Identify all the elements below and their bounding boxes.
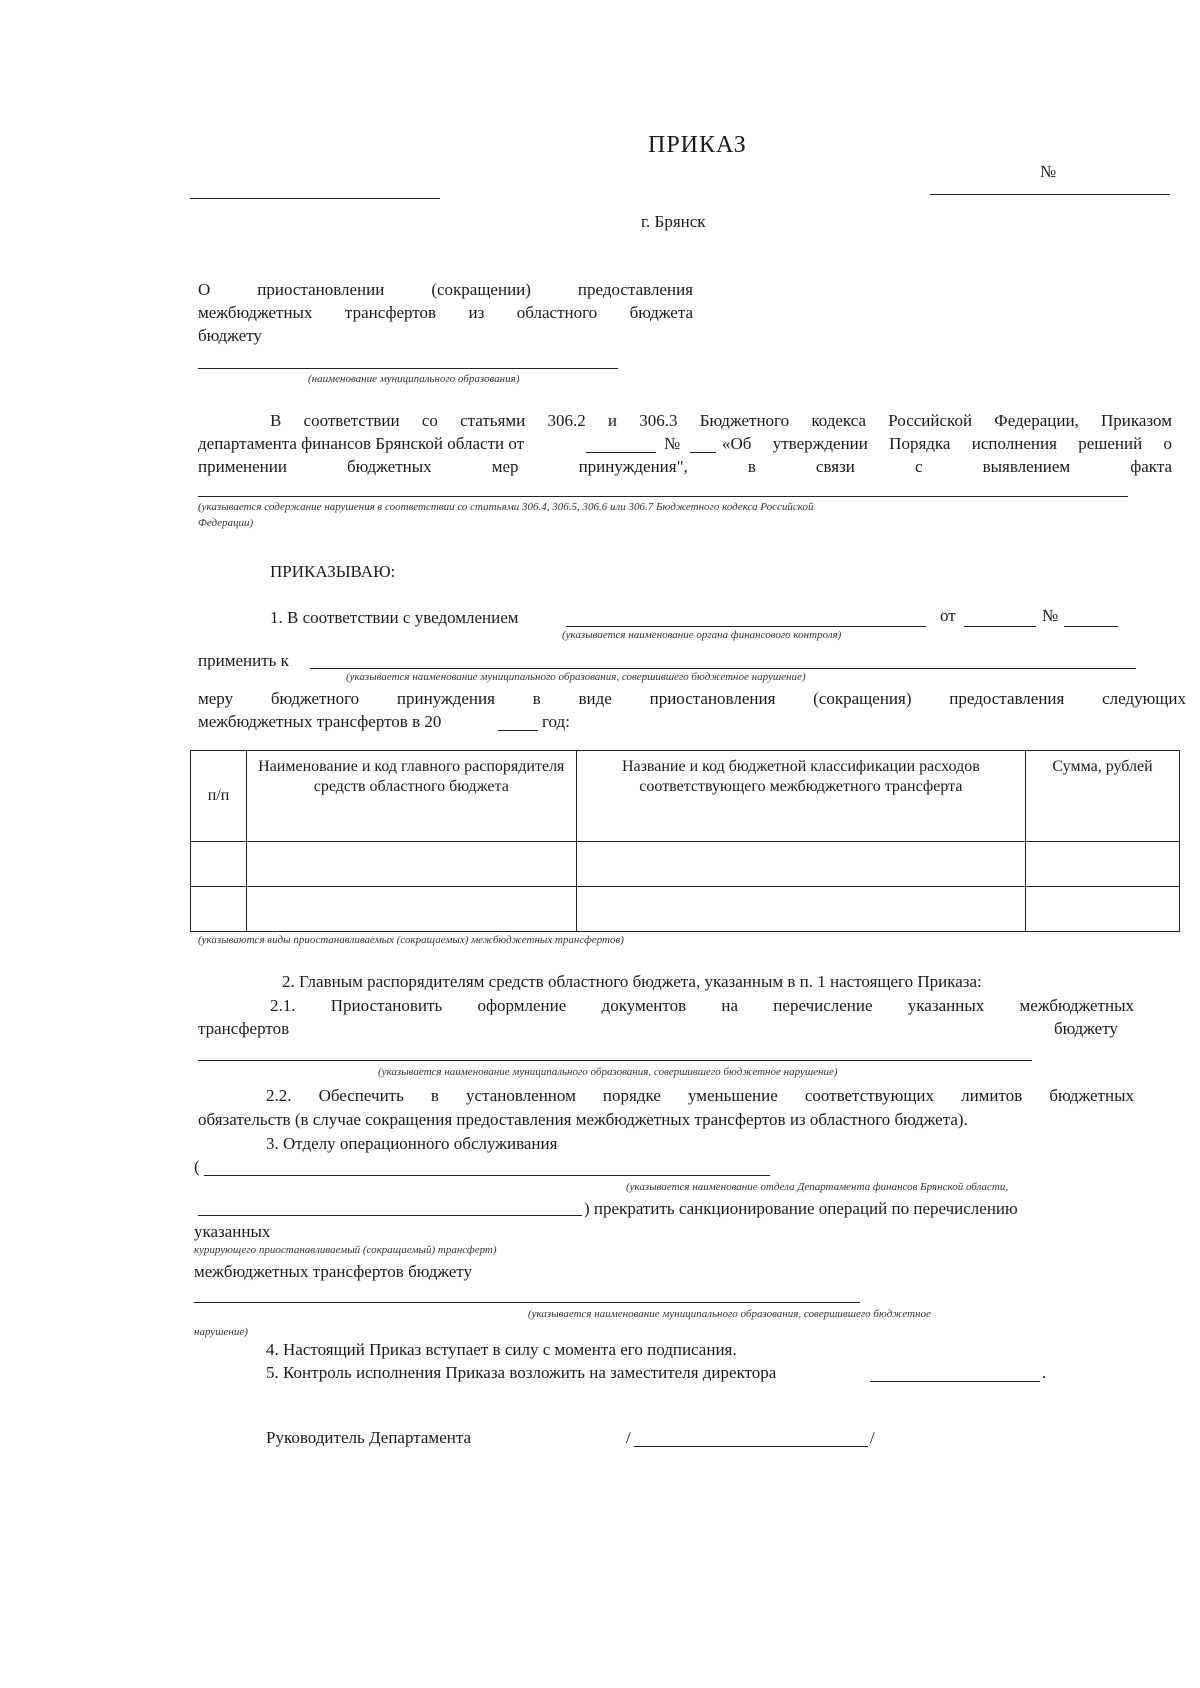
table-cell	[191, 887, 247, 932]
notice-date-line	[964, 626, 1036, 627]
item2-line-4: 2.2. Обеспечить в установленном порядке уменьшение соответствующих лимитов бюджетных	[266, 1086, 1134, 1105]
item1-line-3: меру бюджетного принуждения в виде приостановления (сокращения) предоставления следующих	[198, 689, 1186, 708]
item3-line-4: межбюджетных трансфертов бюджету	[194, 1262, 472, 1281]
subject-note: (наименование муниципального образования)	[308, 373, 520, 385]
preamble-line-2a: департамента финансов Брянской области от	[198, 434, 525, 453]
number-sign: №	[1040, 162, 1057, 181]
item3-line-1: 3. Отделу операционного обслуживания	[266, 1134, 558, 1153]
preamble-line-3: применении бюджетных мер принуждения", в связи с выявлением факта	[198, 457, 1172, 476]
date-line	[190, 198, 440, 199]
notice-line	[566, 626, 926, 627]
signature-role: Руководитель Департамента	[266, 1428, 472, 1447]
item1-note-1: (указывается наименование органа финансового контроля)	[562, 629, 842, 641]
preamble-line-2b: №	[664, 434, 681, 453]
signature-slash-right: /	[870, 1428, 875, 1447]
item2-line-2: 2.1. Приостановить оформление документов на перечисление указанных межбюджетных	[270, 996, 1134, 1015]
department-line-2	[198, 1215, 582, 1216]
year-line	[498, 730, 538, 731]
municipality-line-3	[194, 1302, 860, 1303]
item1-line-1c: №	[1042, 606, 1059, 625]
transfers-table	[190, 750, 1180, 932]
department-line	[204, 1175, 770, 1176]
signature-slash-left: /	[626, 1428, 631, 1447]
number-line	[930, 194, 1170, 195]
table-row	[191, 842, 1180, 887]
item1-line-4a: межбюджетных трансфертов в 20	[198, 712, 442, 731]
table-header-cell: Сумма, рублей	[1026, 751, 1180, 842]
item2-note-1: (указывается наименование муниципального образования, совершившего бюджетное нарушение)	[378, 1066, 838, 1078]
item2-line-3a: трансфертов	[198, 1019, 290, 1038]
item1-line-1a: 1. В соответствии с уведомлением	[270, 608, 519, 627]
table-cell	[246, 887, 576, 932]
subject-line-1: О приостановлении (сокращении) предоставления	[198, 280, 693, 299]
preamble-date-line	[586, 452, 656, 453]
item3-note-1: (указывается наименование отдела Департамента финансов Брянской области,	[626, 1181, 1009, 1193]
preamble-note-2: Федерации)	[198, 517, 254, 529]
table-cell	[191, 842, 247, 887]
item1-note-2: (указывается наименование муниципального образования, совершившего бюджетное нарушение)	[346, 671, 806, 683]
item1-line-4b: год:	[542, 712, 570, 731]
item3-paren-open: (	[194, 1157, 200, 1176]
table-cell	[1026, 887, 1180, 932]
item2-line-1: 2. Главным распорядителям средств областного бюджета, указанным в п. 1 настоящего Приказа:	[282, 972, 982, 991]
subject-line-2: межбюджетных трансфертов из областного бюджета	[198, 303, 693, 322]
municipality-line	[198, 368, 618, 369]
city: г. Брянск	[641, 212, 706, 231]
item1-line-2: применить к	[198, 651, 289, 670]
item4: 4. Настоящий Приказ вступает в силу с момента его подписания.	[266, 1340, 737, 1359]
item2-line-3b: бюджету	[1054, 1019, 1118, 1038]
item3-note-2: курирующего приостанавливаемый (сокращаемый) трансферт)	[194, 1244, 497, 1256]
table-header-cell: Название и код бюджетной классификации расходов соответствующего межбюджетного трансферта	[576, 751, 1026, 842]
order-heading: ПРИКАЗЫВАЮ:	[270, 562, 396, 581]
item3-line-3: указанных	[194, 1222, 271, 1241]
item3-note-3: (указывается наименование муниципального образования, совершившего бюджетное	[528, 1308, 931, 1320]
violation-line	[198, 496, 1128, 497]
item2-line-5: обязательств (в случае сокращения предоставления межбюджетных трансфертов из областного бюджета).	[198, 1110, 968, 1129]
preamble-note-1: (указывается содержание нарушения в соответствии со статьями 306.4, 306.5, 306.6 или 306.7 Бюджетного кодекса Российской	[198, 501, 814, 513]
table-row	[191, 887, 1180, 932]
municipality-line-2	[198, 1060, 1032, 1061]
item5-end: .	[1042, 1363, 1047, 1382]
preamble-line-2c: «Об утверждении Порядка исполнения решений о	[722, 434, 1172, 453]
preamble-number-line	[690, 452, 716, 453]
item5-text: 5. Контроль исполнения Приказа возложить на заместителя директора	[266, 1363, 777, 1382]
item3-line-2: ) прекратить санкционирование операций по перечислению	[584, 1199, 1018, 1218]
table-cell	[576, 842, 1026, 887]
item1-line-1b: от	[940, 606, 956, 625]
table-header-cell: п/п	[191, 751, 247, 842]
deputy-line	[870, 1381, 1040, 1382]
table-header-cell: Наименование и код главного распорядителя средств областного бюджета	[246, 751, 576, 842]
apply-to-line	[310, 668, 1136, 669]
subject-line-3: бюджету	[198, 326, 262, 345]
table-cell	[1026, 842, 1180, 887]
table-cell	[246, 842, 576, 887]
table-note: (указываются виды приостанавливаемых (сокращаемых) межбюджетных трансфертов)	[198, 934, 624, 946]
table-cell	[576, 887, 1026, 932]
notice-number-line	[1064, 626, 1118, 627]
page-title: ПРИКАЗ	[648, 132, 747, 158]
preamble-line-1: В соответствии со статьями 306.2 и 306.3 Бюджетного кодекса Российской Федерации, Приказом	[270, 411, 1172, 430]
signature-line	[634, 1446, 868, 1447]
table-header-row	[191, 751, 1180, 842]
item3-note-4: нарушение)	[194, 1326, 248, 1338]
